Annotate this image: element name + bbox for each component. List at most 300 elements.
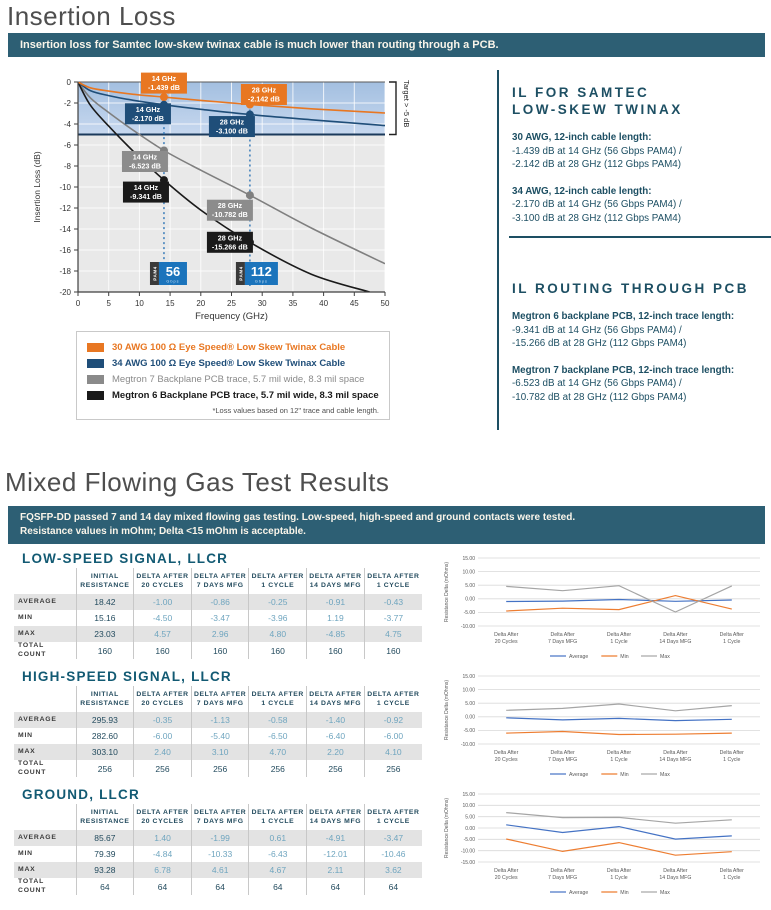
sidebar-title-twinax	[512, 84, 683, 118]
data-callout	[207, 200, 253, 221]
cell-value: 295.93	[76, 712, 134, 728]
cell-value: 2.96	[191, 626, 249, 642]
sidebar-divider-horizontal	[509, 236, 771, 238]
y-tick-label: 0.00	[465, 596, 475, 603]
y-tick-label: 5.00	[465, 583, 475, 589]
row-label: MAX	[18, 629, 36, 637]
y-tick-label: -5.00	[463, 610, 475, 617]
badge-speed: 56	[165, 264, 181, 279]
row-label: AVERAGE	[18, 597, 57, 605]
cell-value: -10.46	[364, 846, 422, 862]
sidebar-block-34awg	[512, 185, 683, 226]
y-tick-label: 5.00	[465, 814, 475, 821]
mfg-title: Mixed Flowing Gas Test Results	[5, 467, 390, 497]
x-category-line1: Delta After	[663, 632, 688, 638]
y-tick-label: -6	[63, 141, 71, 150]
row-label: MAX	[18, 865, 36, 873]
x-category-line2: 14 Days MFG	[659, 875, 692, 881]
table-body	[14, 830, 422, 895]
row-label: TOTAL COUNT	[18, 760, 47, 776]
x-category-line2: 1 Cycle	[723, 639, 741, 645]
cell-value: -4.85	[307, 626, 365, 642]
x-category-line1: Delta After	[550, 868, 575, 874]
x-category-line2: 1 Cycle	[610, 875, 628, 881]
x-category-line1: Delta After	[606, 868, 632, 874]
legend-swatch	[87, 343, 104, 352]
y-tick-label: 10.00	[462, 569, 475, 576]
x-tick-label: 45	[349, 299, 359, 308]
insertion-loss-chart	[0, 64, 440, 330]
column-header: DELTA AFTER 1 CYCLE	[249, 804, 307, 830]
legend-label: Max	[660, 772, 670, 778]
x-category-line2: 7 Days MFG	[548, 757, 578, 763]
x-tick-label: 5	[106, 299, 111, 308]
table-title-1: HIGH-SPEED SIGNAL, LLCR	[22, 669, 232, 684]
sidebar-section-pcb	[512, 280, 749, 404]
table-row	[14, 760, 422, 777]
cell-value: -3.96	[249, 610, 307, 626]
sidebar-block-30awg	[512, 131, 683, 172]
row-label: MIN	[18, 613, 33, 621]
cell-value: 256	[307, 760, 365, 777]
legend-label: Max	[660, 890, 670, 896]
badge-unit: Gbps	[166, 279, 180, 284]
callout-line2: -6.523 dB	[128, 161, 161, 171]
cell-value: 93.28	[76, 862, 134, 878]
target-label: Target > -5 dB	[402, 80, 411, 128]
block-line: -10.782 dB at 28 GHz (112 Gbps PAM4)	[512, 391, 687, 403]
cell-value: -0.35	[134, 712, 192, 728]
legend-label: Min	[620, 654, 629, 660]
callout-line1: 28 GHz	[217, 233, 243, 243]
table-body	[14, 712, 422, 777]
x-category-line1: Delta After	[494, 750, 519, 756]
row-label: MIN	[18, 849, 33, 857]
y-tick-label: 15.00	[462, 555, 475, 562]
y-axis-title: Resistance Delta (mOhms)	[444, 797, 450, 859]
y-axis-title: Resistance Delta (mOhms)	[444, 679, 450, 741]
block-line: -1.439 dB at 14 GHz (56 Gbps PAM4) /	[512, 145, 682, 157]
series-line-min	[506, 732, 732, 735]
legend-label: Max	[660, 654, 670, 660]
data-callout	[207, 232, 253, 253]
y-axis-title: Resistance Delta (mOhms)	[444, 561, 450, 623]
cell-value: 160	[76, 642, 134, 659]
x-category-line1: Delta After	[550, 750, 575, 756]
cell-value: 256	[191, 760, 249, 777]
cell-value: 4.75	[364, 626, 422, 642]
block-heading: 30 AWG, 12-inch cable length:	[512, 132, 652, 143]
x-tick-label: 10	[134, 299, 144, 308]
header-row	[14, 686, 422, 712]
table-row	[14, 862, 422, 878]
cell-value: 3.10	[191, 744, 249, 760]
legend-items	[87, 339, 379, 403]
y-tick-label: -16	[59, 246, 71, 255]
insertion-loss-banner	[8, 33, 765, 57]
legend-item	[87, 339, 379, 355]
sidebar-title-line: IL FOR SAMTEC	[512, 85, 650, 100]
cell-value: 1.19	[307, 610, 365, 626]
table-row	[14, 610, 422, 626]
block-line: -2.142 dB at 28 GHz (112 Gbps PAM4)	[512, 159, 681, 170]
legend-item	[87, 371, 379, 387]
y-tick-label: -14	[59, 225, 71, 234]
column-header: DELTA AFTER 7 DAYS MFG	[191, 686, 249, 712]
x-axis-title: Frequency (GHz)	[195, 311, 268, 322]
block-line: -2.170 dB at 14 GHz (56 Gbps PAM4) /	[512, 199, 682, 210]
y-tick-label: 15.00	[462, 673, 475, 680]
column-header: DELTA AFTER 7 DAYS MFG	[191, 804, 249, 830]
legend-label: 30 AWG 100 Ω Eye Speed® Low Skew Twinax Cable	[112, 341, 346, 353]
cell-value: -1.00	[134, 594, 192, 610]
data-callout	[209, 116, 255, 137]
table-body	[14, 594, 422, 659]
x-category-line1: Delta After	[606, 750, 632, 756]
legend-footnote: *Loss values based on 12" trace and cable length.	[212, 406, 379, 415]
data-callout	[125, 103, 171, 124]
legend-label: Min	[620, 890, 629, 896]
cell-value: 256	[364, 760, 422, 777]
y-tick-label: 15.00	[462, 791, 475, 798]
data-table-0	[14, 568, 422, 659]
y-tick-label: -10.00	[460, 741, 475, 748]
cell-value: 3.62	[364, 862, 422, 878]
x-category-line2: 20 Cycles	[494, 757, 518, 763]
table-row	[14, 642, 422, 659]
x-category-line2: 1 Cycle	[723, 757, 741, 763]
column-header: DELTA AFTER 20 CYCLES	[134, 686, 192, 712]
cell-value: 2.40	[134, 744, 192, 760]
cell-value: -0.58	[249, 712, 307, 728]
x-category-line2: 14 Days MFG	[659, 757, 692, 763]
table-head	[14, 804, 422, 830]
cell-value: 4.61	[191, 862, 249, 878]
callout-line2: -1.439 dB	[147, 83, 180, 93]
cell-value: -6.50	[249, 728, 307, 744]
y-tick-label: 0.00	[465, 714, 475, 721]
legend-item	[87, 355, 379, 371]
sidebar-title-pcb: IL ROUTING THROUGH PCB	[512, 281, 749, 296]
cell-value: -6.00	[364, 728, 422, 744]
x-category-line1: Delta After	[719, 750, 744, 756]
cell-value: 0.61	[249, 830, 307, 846]
y-tick-label: -20	[59, 288, 71, 297]
cell-value: -3.47	[364, 830, 422, 846]
mini-chart-high-speed-deltas	[438, 670, 771, 782]
table-row	[14, 878, 422, 895]
banner-text: FQSFP-DD passed 7 and 14 day mixed flowing gas testing. Low-speed, high-speed and ground contacts were tested.	[20, 512, 576, 523]
pam4-strip-label: PAM4	[152, 266, 158, 281]
x-tick-label: 40	[319, 299, 329, 308]
callout-line2: -2.142 dB	[247, 94, 280, 104]
corner-cell	[14, 686, 76, 712]
column-header: DELTA AFTER 14 DAYS MFG	[307, 804, 365, 830]
legend-label: Average	[569, 654, 589, 660]
callout-line2: -10.782 dB	[211, 210, 248, 220]
x-category-line1: Delta After	[494, 632, 519, 638]
mfg-banner	[8, 506, 765, 544]
column-header: INITIAL RESISTANCE	[76, 686, 134, 712]
callout-line2: -2.170 dB	[131, 113, 164, 123]
cell-value: 23.03	[76, 626, 134, 642]
x-category-line2: 20 Cycles	[494, 875, 518, 881]
cell-value: 4.10	[364, 744, 422, 760]
row-label: MIN	[18, 731, 33, 739]
cell-value: 64	[134, 878, 192, 895]
llcr-table	[14, 804, 422, 895]
cell-value: -0.43	[364, 594, 422, 610]
llcr-table	[14, 568, 422, 659]
legend-label: Min	[620, 772, 629, 778]
cell-value: 4.67	[249, 862, 307, 878]
row-label: TOTAL COUNT	[18, 642, 47, 658]
x-category-line2: 20 Cycles	[494, 639, 518, 645]
corner-cell	[14, 568, 76, 594]
callout-line2: -15.266 dB	[211, 242, 248, 252]
cell-value: 79.39	[76, 846, 134, 862]
x-category-line1: Delta After	[494, 868, 519, 874]
series-line-average	[506, 825, 732, 839]
column-header: INITIAL RESISTANCE	[76, 568, 134, 594]
y-tick-label: -15.00	[460, 859, 475, 866]
cell-value: 160	[249, 642, 307, 659]
cell-value: 303.10	[76, 744, 134, 760]
legend-label: Average	[569, 772, 589, 778]
data-point	[160, 93, 168, 101]
x-category-line2: 1 Cycle	[723, 875, 741, 881]
cell-value: -4.84	[134, 846, 192, 862]
column-header: DELTA AFTER 1 CYCLE	[249, 686, 307, 712]
callout-line1: 28 GHz	[251, 85, 277, 95]
series-line-max	[506, 813, 732, 824]
row-label: MAX	[18, 747, 36, 755]
column-header: DELTA AFTER 14 DAYS MFG	[307, 686, 365, 712]
y-tick-label: 10.00	[462, 687, 475, 694]
cell-value: -0.92	[364, 712, 422, 728]
pam4-strip-label: PAM4	[238, 266, 244, 281]
header-row	[14, 804, 422, 830]
x-tick-label: 35	[288, 299, 298, 308]
x-category-line2: 1 Cycle	[610, 639, 628, 645]
callout-line1: 14 GHz	[132, 152, 158, 162]
target-bracket	[389, 82, 396, 135]
row-label: AVERAGE	[18, 833, 57, 841]
callout-line1: 28 GHz	[217, 201, 243, 211]
block-heading: 34 AWG, 12-inch cable length:	[512, 185, 652, 197]
cell-value: -6.43	[249, 846, 307, 862]
block-line: -3.100 dB at 28 GHz (112 Gbps PAM4)	[512, 212, 681, 224]
y-axis-title: Insertion Loss (dB)	[32, 151, 42, 223]
y-tick-label: -5.00	[463, 837, 475, 844]
x-category-line1: Delta After	[719, 868, 744, 874]
column-header: INITIAL RESISTANCE	[76, 804, 134, 830]
y-tick-label: -18	[59, 267, 71, 276]
callout-line2: -9.341 dB	[129, 192, 162, 202]
cell-value: 4.57	[134, 626, 192, 642]
legend-item	[87, 387, 379, 403]
cell-value: 256	[134, 760, 192, 777]
legend-label: Megtron 7 Backplane PCB trace, 5.7 mil wide, 8.3 mil space	[112, 373, 365, 385]
cell-value: -3.77	[364, 610, 422, 626]
cell-value: 15.16	[76, 610, 134, 626]
cell-value: -1.13	[191, 712, 249, 728]
banner-text: Insertion loss for Samtec low-skew twinax cable is much lower than routing through a PCB.	[20, 39, 499, 51]
y-tick-label: 5.00	[465, 701, 475, 707]
cell-value: 256	[249, 760, 307, 777]
cell-value: -0.25	[249, 594, 307, 610]
badge-unit: Gbps	[254, 279, 268, 284]
x-category-line1: Delta After	[663, 868, 688, 874]
block-line: -6.523 dB at 14 GHz (56 Gbps PAM4) /	[512, 378, 682, 389]
series-line-min	[506, 839, 732, 855]
table-head	[14, 686, 422, 712]
cell-value: 6.78	[134, 862, 192, 878]
callout-line1: 14 GHz	[133, 183, 159, 193]
row-label: AVERAGE	[18, 715, 57, 723]
column-header: DELTA AFTER 1 CYCLE	[249, 568, 307, 594]
row-label: TOTAL COUNT	[18, 878, 47, 894]
cell-value: 4.80	[249, 626, 307, 642]
cell-value: 282.60	[76, 728, 134, 744]
cell-value: -0.86	[191, 594, 249, 610]
callout-line1: 28 GHz	[219, 117, 245, 127]
sidebar-block-megtron6	[512, 310, 749, 351]
series-line-max	[506, 704, 732, 711]
callout-line1: 14 GHz	[135, 104, 161, 114]
cell-value: 4.70	[249, 744, 307, 760]
y-tick-label: -8	[63, 162, 71, 171]
cell-value: 1.40	[134, 830, 192, 846]
column-header: DELTA AFTER 20 CYCLES	[134, 568, 192, 594]
block-heading: Megtron 6 backplane PCB, 12-inch trace length:	[512, 311, 735, 322]
sidebar-section-twinax	[512, 84, 683, 225]
x-tick-label: 15	[165, 299, 175, 308]
cell-value: -3.47	[191, 610, 249, 626]
cell-value: 85.67	[76, 830, 134, 846]
cell-value: 160	[307, 642, 365, 659]
table-title-0: LOW-SPEED SIGNAL, LLCR	[22, 551, 229, 566]
x-tick-label: 50	[380, 299, 390, 308]
data-table-2	[14, 804, 422, 895]
header-row	[14, 568, 422, 594]
y-tick-label: 0	[66, 78, 71, 87]
legend-swatch	[87, 391, 104, 400]
cell-value: 2.11	[307, 862, 365, 878]
cell-value: -6.00	[134, 728, 192, 744]
pam4-badge	[236, 262, 278, 285]
cell-value: -6.40	[307, 728, 365, 744]
pam4-badge	[150, 262, 187, 285]
table-title-2: GROUND, LLCR	[22, 787, 140, 802]
column-header: DELTA AFTER 20 CYCLES	[134, 804, 192, 830]
data-table-1	[14, 686, 422, 777]
sidebar-divider-vertical	[497, 70, 499, 430]
cell-value: -10.33	[191, 846, 249, 862]
table-row	[14, 626, 422, 642]
y-tick-label: -10	[59, 183, 71, 192]
mini-chart-low-speed-deltas	[438, 552, 771, 664]
y-tick-label: -2	[63, 99, 71, 108]
callout-line2: -3.100 dB	[215, 126, 248, 136]
y-tick-label: -12	[59, 204, 71, 213]
legend-label: Megtron 6 Backplane PCB trace, 5.7 mil wide, 8.3 mil space	[112, 389, 379, 401]
legend-label: Average	[569, 890, 589, 896]
cell-value: -4.50	[134, 610, 192, 626]
table-row	[14, 712, 422, 728]
data-callout	[141, 73, 187, 94]
cell-value: -1.40	[307, 712, 365, 728]
badge-speed: 112	[250, 264, 272, 279]
data-callout	[122, 151, 168, 172]
llcr-table	[14, 686, 422, 777]
x-category-line2: 14 Days MFG	[659, 639, 692, 645]
callout-line1: 14 GHz	[151, 74, 177, 84]
cell-value: -0.91	[307, 594, 365, 610]
y-tick-label: 0.00	[465, 825, 475, 832]
cell-value: 64	[307, 878, 365, 895]
data-callout	[123, 182, 169, 203]
data-callout	[241, 84, 287, 105]
cell-value: -4.91	[307, 830, 365, 846]
block-heading: Megtron 7 backplane PCB, 12-inch trace length:	[512, 364, 735, 376]
y-tick-label: -5.00	[463, 728, 475, 735]
x-tick-label: 30	[257, 299, 267, 308]
legend-swatch	[87, 375, 104, 384]
cell-value: 160	[134, 642, 192, 659]
table-row	[14, 744, 422, 760]
column-header: DELTA AFTER 14 DAYS MFG	[307, 568, 365, 594]
block-line: -9.341 dB at 14 GHz (56 Gbps PAM4) /	[512, 324, 682, 336]
cell-value: 2.20	[307, 744, 365, 760]
cell-value: -5.40	[191, 728, 249, 744]
x-category-line2: 7 Days MFG	[548, 875, 578, 881]
sidebar-title-line: LOW-SKEW TWINAX	[512, 102, 683, 117]
mini-chart-ground-deltas	[438, 788, 771, 900]
series-line-min	[506, 596, 732, 611]
x-category-line1: Delta After	[606, 632, 632, 638]
y-tick-label: -4	[63, 120, 71, 129]
x-tick-label: 20	[196, 299, 206, 308]
table-row	[14, 846, 422, 862]
data-point	[246, 191, 254, 199]
x-category-line2: 1 Cycle	[610, 757, 628, 763]
cell-value: 256	[76, 760, 134, 777]
x-category-line1: Delta After	[550, 632, 575, 638]
block-line: -15.266 dB at 28 GHz (112 Gbps PAM4)	[512, 338, 687, 349]
y-tick-label: -10.00	[460, 623, 475, 630]
sidebar-block-megtron7	[512, 364, 749, 405]
y-tick-label: 10.00	[462, 803, 475, 810]
table-row	[14, 830, 422, 846]
column-header: DELTA AFTER 1 CYCLE	[364, 568, 422, 594]
chart-legend	[76, 331, 390, 420]
series-line-average	[506, 718, 732, 721]
y-tick-label: -10.00	[460, 848, 475, 855]
table-row	[14, 728, 422, 744]
cell-value: 64	[76, 878, 134, 895]
banner-text: Resistance values in mOhm; Delta <15 mOhm is acceptable.	[20, 526, 306, 537]
cell-value: 64	[249, 878, 307, 895]
column-header: DELTA AFTER 7 DAYS MFG	[191, 568, 249, 594]
cell-value: 18.42	[76, 594, 134, 610]
table-row	[14, 594, 422, 610]
corner-cell	[14, 804, 76, 830]
cell-value: -1.99	[191, 830, 249, 846]
x-category-line1: Delta After	[663, 750, 688, 756]
column-header: DELTA AFTER 1 CYCLE	[364, 804, 422, 830]
cell-value: 160	[364, 642, 422, 659]
